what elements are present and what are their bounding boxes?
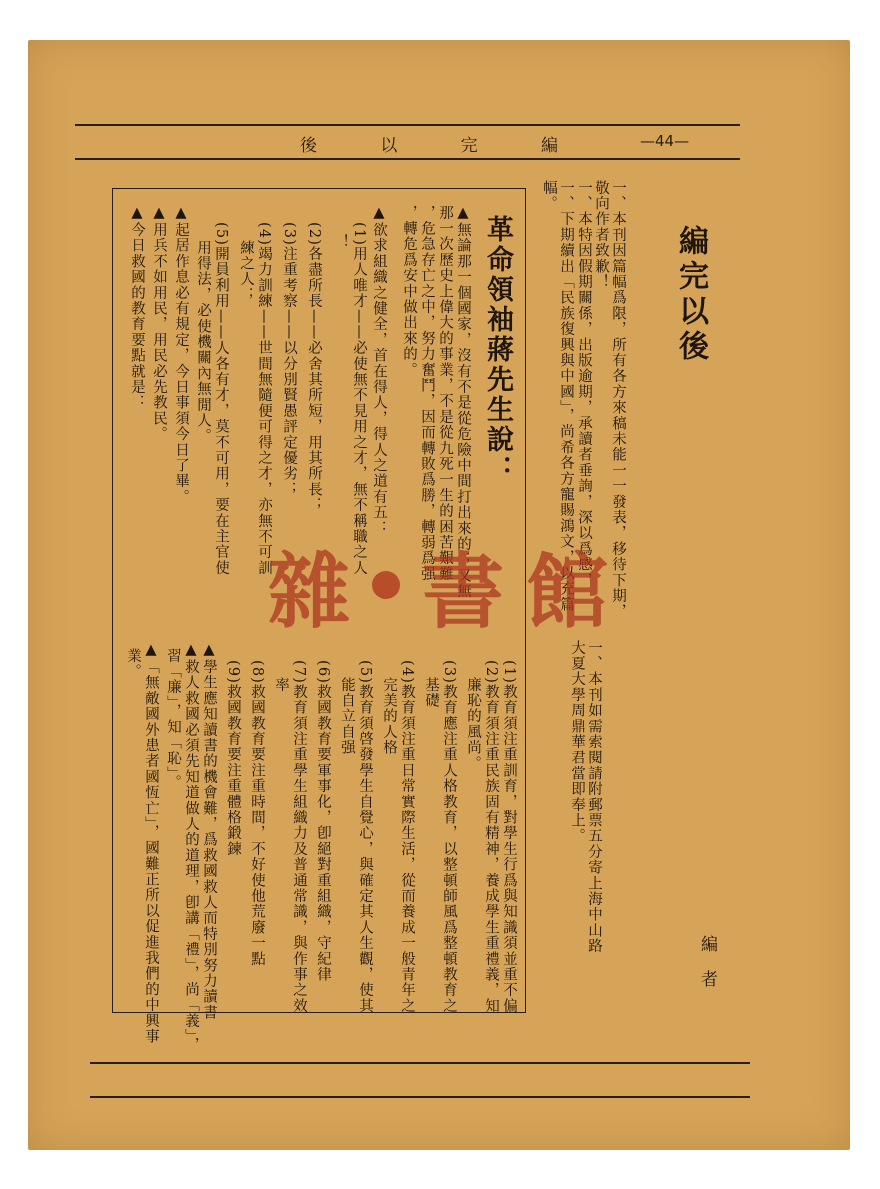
box-intro-line: ▲無論那一個國家，沒有不是從危險中間打出來的；又無 xyxy=(455,205,471,599)
box-subheading: ▲起居作息必有規定，今日事須今日了畢。 xyxy=(173,205,189,505)
box-title: 革命領袖蔣先生說： xyxy=(482,215,513,485)
footer-rule-top xyxy=(90,1062,750,1064)
box-point: ！ xyxy=(333,234,349,250)
box-subheading: ▲用兵不如用民，用民必先教民。 xyxy=(151,205,167,442)
box-point: 完美的人格 xyxy=(381,677,397,756)
watermark-char: 館 xyxy=(525,543,608,640)
box-intro-line: ，轉危爲安中做出來的。 xyxy=(401,205,417,378)
watermark-char: 書 xyxy=(421,543,504,640)
running-title-char: 完 xyxy=(460,136,480,156)
box-point: (1)用人唯才——必使無不見用之才，無不稱職之人 xyxy=(351,222,367,576)
notice-3: 一、下期續出「民族復興與中國」，尚希各方寵賜鴻文，以充篇幅。 xyxy=(541,180,574,613)
box-point: (1)教育須注重訓育，對學生行爲與知識須並重不偏 xyxy=(501,660,517,1014)
running-title-char: 後 xyxy=(300,136,319,156)
box-subheading: ▲救人救國必須先知道做人的道理，卽講「禮」，尚「義」， xyxy=(183,642,199,1053)
box-point: 練之人； xyxy=(238,240,254,303)
notice-4: 一、本刊如需索閱請附郵票五分寄上海中山路大夏大學周鼎華君當即奉上。 xyxy=(569,640,602,954)
main-title: 編完以後 xyxy=(673,225,708,365)
box-subheading: ▲學生應知讀書的機會難，爲救國救人而特別努力讀書 xyxy=(201,642,217,1021)
box-point: (6)救國教育要軍事化，卽絕對重組織，守紀律 xyxy=(315,660,331,983)
box-point: (3)注重考察——以分別賢愚評定優劣； xyxy=(281,222,297,498)
box-point: (4)教育須注重日常實際生活，從而養成一般青年之 xyxy=(399,660,415,1014)
box-point: 基礎 xyxy=(423,677,439,709)
page-number: —44— xyxy=(640,132,690,150)
box-subheading: 習「廉」，知「恥」。 xyxy=(165,648,181,791)
box-intro-line: ，危急存亡之中，努力奮鬥，因而轉敗爲勝，轉弱爲强 xyxy=(419,205,435,582)
box-subheading: ▲欲求組織之健全，首在得人，得人之道有五： xyxy=(371,205,387,537)
box-subheading: ▲「無敵國外患者國恆亡」，國難正所以促進我們的中興事 xyxy=(143,642,159,1045)
box-subheading: 業。 xyxy=(125,648,141,680)
notice-2: 一、本特因假期關係，出版逾期，承讀者垂詢，深以爲感， xyxy=(576,180,592,589)
box-subheading: ▲今日救國的教育要點就是： xyxy=(129,205,145,411)
box-point: (9)救國教育要注重體格鍛鍊 xyxy=(225,660,241,857)
running-title-char: 編 xyxy=(540,136,560,156)
box-point: (7)教育須注重學生組織力及普通常識，與作事之效 xyxy=(291,660,307,1014)
box-point: 能自立自强 xyxy=(339,677,355,756)
notice-1: 一、本刊因篇幅爲限，所有各方來稿未能一一發表，移待下期，敬向作者致歉！ xyxy=(593,180,626,620)
box-point: 用得法，必使機關內無閒人。 xyxy=(195,240,211,445)
box-point: (4)竭力訓練——世間無隨便可得之才，亦無不可訓 xyxy=(256,222,272,576)
library-watermark xyxy=(268,535,608,640)
watermark-char: 雜 xyxy=(268,543,351,640)
box-point: 率 xyxy=(273,677,289,693)
box-point: (3)教育應注重人格教育，以整頓師風爲整頓教育之 xyxy=(441,660,457,1014)
box-intro-line: 那一次歷史上偉大的事業，不是從九死一生的困苦艱難 xyxy=(437,205,453,582)
box-point: (2)教育須注重民族固有精神，養成學生重禮義，知 xyxy=(483,660,499,1014)
footer-rule-bottom xyxy=(90,1096,750,1098)
watermark-dot xyxy=(372,571,400,599)
editor-signature: 編者 xyxy=(697,935,717,1005)
running-title xyxy=(300,131,560,156)
running-title-char: 以 xyxy=(380,136,400,156)
header-rule-top xyxy=(75,124,740,126)
box-point: (5)開員利用——人各有才，莫不可用，要在主官使 xyxy=(213,222,229,576)
box-point: 廉恥的風尚。 xyxy=(465,677,481,772)
box-point: (8)救國教育要注重時間，不好使他荒廢一點 xyxy=(249,660,265,967)
header-rule-bottom xyxy=(75,158,740,160)
box-point: (2)各盡所長——必舍其所短，用其所長； xyxy=(306,222,322,514)
box-point: (5)教育須啓發學生自覺心，與確定其人生觀，使其 xyxy=(357,660,373,1014)
